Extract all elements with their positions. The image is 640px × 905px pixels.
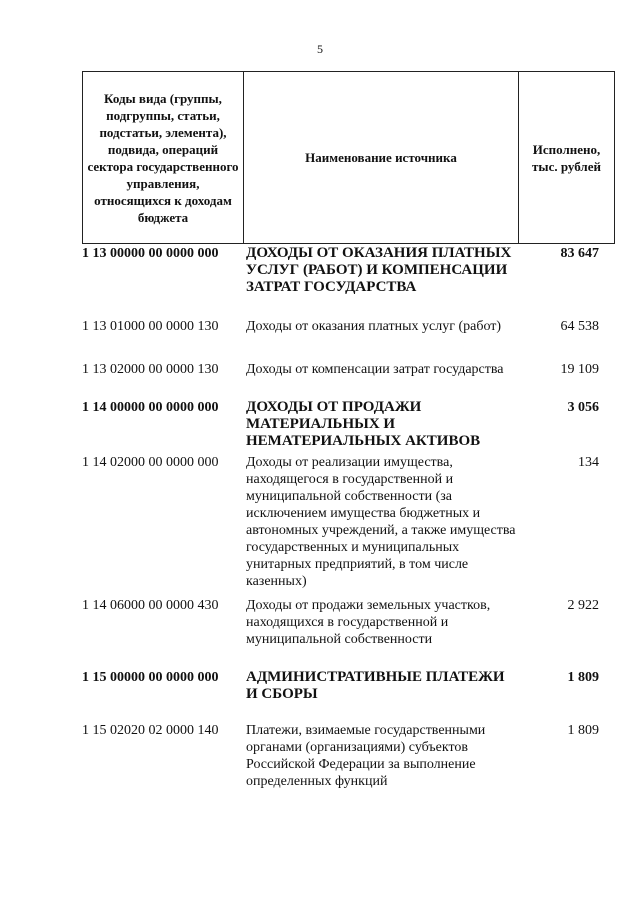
- row-amount: 19 109: [560, 362, 599, 377]
- row-name: ДОХОДЫ ОТ ПРОДАЖИ МАТЕРИАЛЬНЫХ И НЕМАТЕРИАЛЬНЫХ АКТИВОВ: [246, 399, 481, 449]
- row-amount: 83 647: [560, 246, 599, 261]
- row-code: 1 14 02000 00 0000 000: [82, 455, 219, 470]
- row-code: 1 15 02020 02 0000 140: [82, 723, 219, 738]
- row-amount: 1 809: [567, 723, 599, 738]
- row-code: 1 13 02000 00 0000 130: [82, 362, 219, 377]
- row-name: Доходы от продажи земельных участков, находящихся в государственной и муниципальной собственности: [246, 598, 491, 647]
- row-name: ДОХОДЫ ОТ ОКАЗАНИЯ ПЛАТНЫХ УСЛУГ (РАБОТ) И КОМПЕНСАЦИИ ЗАТРАТ ГОСУДАРСТВА: [246, 245, 512, 295]
- row-amount: 2 922: [567, 598, 599, 613]
- header-code-column: Коды вида (группы, подгруппы, статьи, подстатьи, элемента), подвида, операций сектора государственного управления, относящихся к доходам бюджета: [83, 72, 244, 243]
- table-header: [82, 71, 615, 244]
- row-amount: 3 056: [567, 400, 599, 415]
- row-name: АДМИНИСТРАТИВНЫЕ ПЛАТЕЖИ И СБОРЫ: [246, 669, 505, 702]
- row-code: 1 13 00000 00 0000 000: [82, 246, 219, 261]
- row-name: Доходы от оказания платных услуг (работ): [246, 319, 502, 334]
- row-code: 1 14 00000 00 0000 000: [82, 400, 219, 415]
- row-code: 1 15 00000 00 0000 000: [82, 670, 219, 685]
- row-name: Платежи, взимаемые государственными органами (организациями) субъектов Российской Федерации за выполнение определенных функций: [246, 723, 486, 789]
- header-name-column: Наименование источника: [244, 72, 519, 243]
- row-code: 1 14 06000 00 0000 430: [82, 598, 219, 613]
- row-name: Доходы от реализации имущества, находящегося в государственной и муниципальной собственности (за исключением имущества бюджетных и автономных учреждений, а также имущества государственных и муниципальных унитарных предприятий, в том числе казенных): [246, 455, 516, 589]
- row-code: 1 13 01000 00 0000 130: [82, 319, 219, 334]
- page-number: 5: [317, 42, 323, 56]
- row-amount: 1 809: [567, 670, 599, 685]
- header-amount-column: Исполнено, тыс. рублей: [532, 141, 601, 174]
- row-amount: 134: [578, 455, 599, 470]
- row-amount: 64 538: [560, 319, 599, 334]
- row-name: Доходы от компенсации затрат государства: [246, 362, 504, 377]
